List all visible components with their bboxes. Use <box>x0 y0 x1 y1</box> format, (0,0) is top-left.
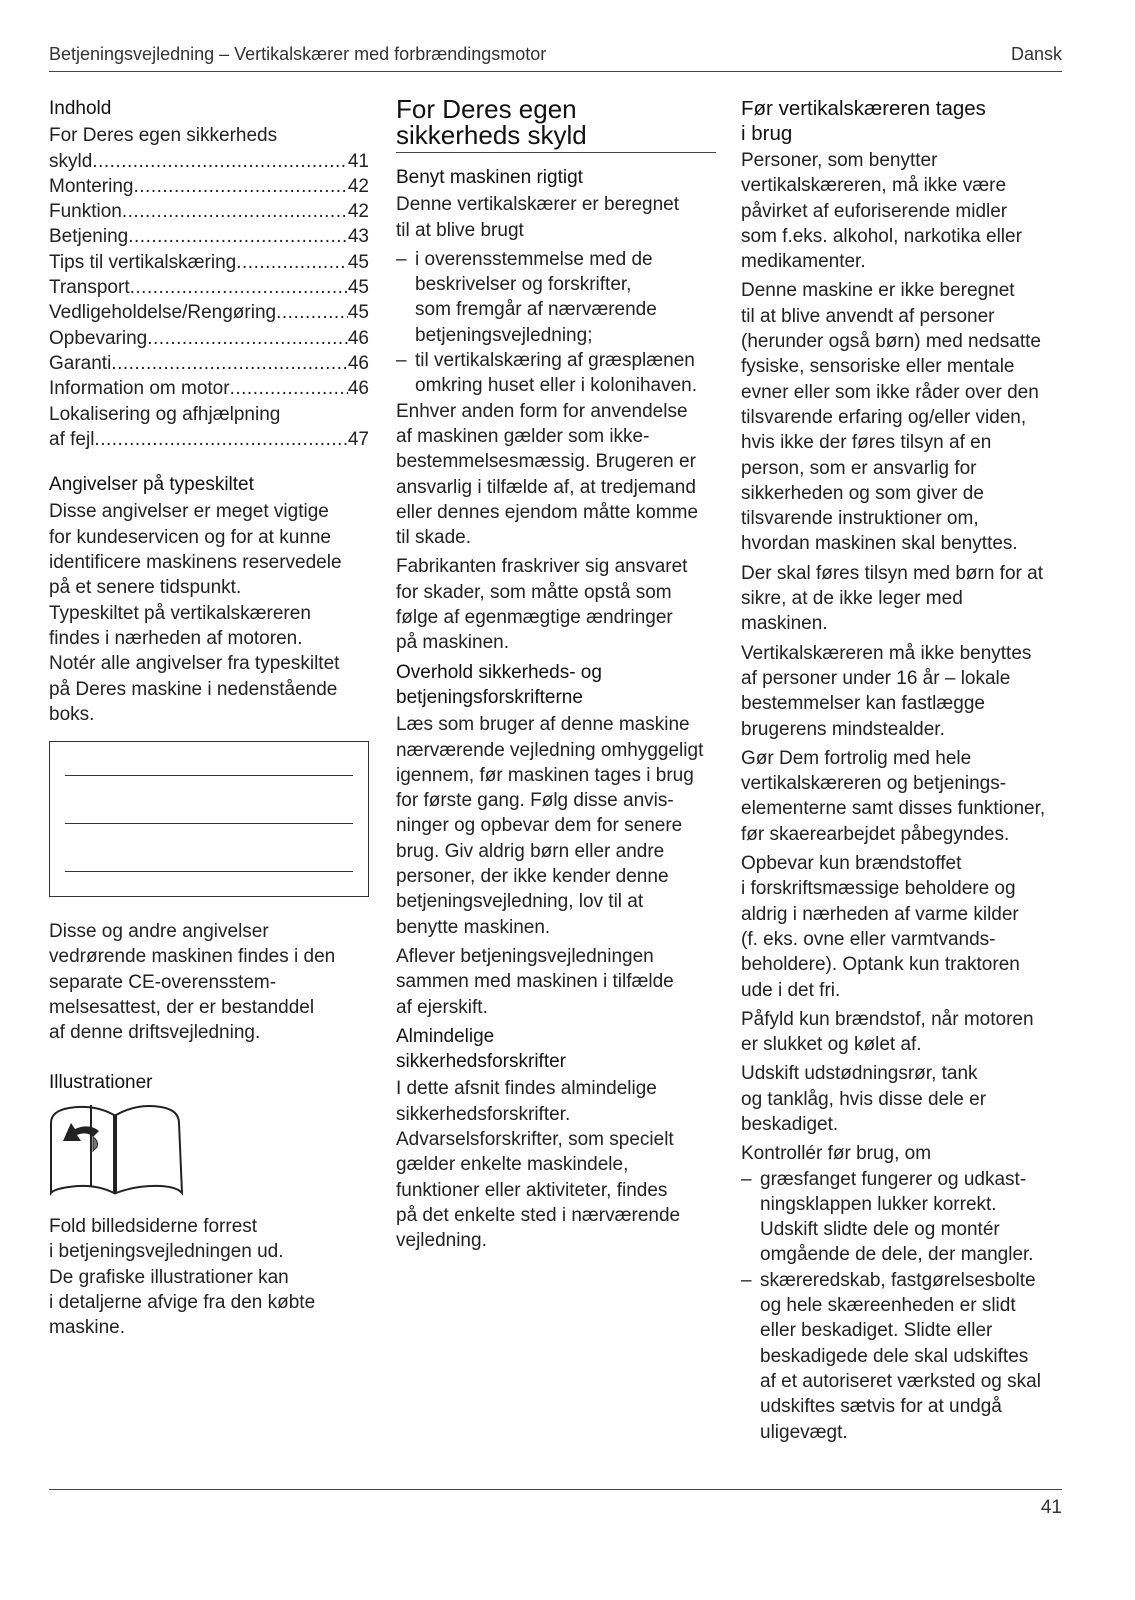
toc-entry-page: 46 <box>347 327 369 349</box>
column-2 <box>396 96 716 1257</box>
toc-entry-page: 43 <box>347 226 369 248</box>
paragraph: Disse angivelser er meget vigtige for kundeservicen og for at kunne identificere maskinens reservedele på et senere tidspunkt. Typeskiltet på vertikalskæreren findes i nærheden af motoren. Notér alle angivelser fra typeskiltet på Deres maskine i nedenstående boks. <box>49 501 342 725</box>
toc-entry[interactable] <box>49 250 369 275</box>
toc-entry[interactable] <box>49 376 369 401</box>
paragraph: Fabrikanten fraskriver sig ansvaret for skader, som måtte opstå som følge af egenmægtige ændringer på maskinen. <box>396 556 688 654</box>
toc-entry-page: 47 <box>347 428 369 450</box>
paragraph: Aflever betjeningsvejledningen sammen med maskinen i tilfælde af ejerskift. <box>396 945 674 1018</box>
toc-leader-dots <box>236 250 348 275</box>
toc-entry-title: For Deres egen sikkerheds <box>49 125 278 147</box>
toc-leader-dots <box>111 351 348 376</box>
paragraph: Denne vertikalskærer er beregnet til at blive brugt <box>396 194 680 241</box>
toc-leader-dots <box>128 224 348 249</box>
column-1 <box>49 96 369 1344</box>
paragraph: Der skal føres tilsyn med børn for at sikre, at de ikke leger med maskinen. <box>741 562 1043 635</box>
section-heading: Benyt maskinen rigtigt <box>396 167 583 188</box>
toc-entry-page: 45 <box>347 251 369 273</box>
paragraph: Udskift udstødningsrør, tank og tanklåg, hvis disse dele er beskadiget. <box>741 1063 987 1135</box>
toc-entry[interactable] <box>49 351 369 376</box>
section-heading: Indhold <box>49 98 112 119</box>
toc-entry-title: af fejl <box>49 428 95 450</box>
toc-leader-dots <box>130 275 348 300</box>
paragraph: Vertikalskæreren må ikke benyttes af personer under 16 år – lokale bestemmelser kan fastlægge brugerens mindstealder. <box>741 642 1032 740</box>
toc-entry-page: 42 <box>347 175 369 197</box>
toc-leader-dots <box>134 174 348 199</box>
toc-leader-dots <box>230 376 348 401</box>
toc-entry-page: 45 <box>347 302 369 324</box>
section-heading: Illustrationer <box>49 1071 153 1093</box>
toc-entry[interactable] <box>49 123 369 148</box>
paragraph: Påfyld kun brændstof, når motoren er slukket og kølet af. <box>741 1008 1034 1056</box>
toc-entry-title: Betjening <box>49 226 129 248</box>
subsection-heading: Før vertikalskæreren tages i brug <box>741 97 986 145</box>
paragraph: Personer, som benytter vertikalskæreren, må ikke være påvirket af euforiserende midler som f.eks. alkohol, narkotika eller medikamenter. <box>741 150 1022 273</box>
paragraph: Kontrollér før brug, om <box>741 1143 932 1165</box>
toc-entry-page: 41 <box>347 150 369 172</box>
write-line <box>65 775 353 776</box>
toc-entry[interactable] <box>49 326 369 351</box>
toc-entry-title: skyld <box>49 150 93 172</box>
toc-entry[interactable] <box>49 174 369 199</box>
paragraph: I dette afsnit findes almindelige sikkerhedsforskrifter. Advarselsforskrifter, som specielt gælder enkelte maskindele, funktioner eller aktiviteter, findes på det enkelte sted i nærværende vejledning. <box>396 1078 681 1252</box>
toc-entry-title: Opbevaring <box>49 327 148 349</box>
toc-entry-title: Transport <box>49 277 130 299</box>
toc-entry[interactable] <box>49 300 369 325</box>
paragraph: Gør Dem fortrolig med hele vertikalskæreren og betjenings- elementerne samt disses funktioner, før skaerearbejdet påbegyndes. <box>741 747 1046 845</box>
toc-leader-dots <box>122 199 348 224</box>
toc-entry-title: Funktion <box>49 201 122 223</box>
toc-entry-title: Vedligeholdelse/Rengøring <box>49 302 277 324</box>
paragraph: Fold billedsiderne forrest i betjeningsvejledningen ud. De grafiske illustrationer kan i detaljerne afvige fra den købte maskine. <box>49 1215 316 1339</box>
list-item: – græsfanget fungerer og udkast- ningsklappen lukker korrekt. Udskift slidte dele og montér omgående de dele, der mangler. <box>741 1167 1061 1268</box>
toc-entry[interactable] <box>49 149 369 174</box>
paragraph: Opbevar kun brændstoffet i forskriftsmæssige beholdere og aldrig i nærheden af varme kilder (f. eks. ovne eller varmtvands- beholdere). Optank kun traktoren ude i det fri. <box>741 853 1020 1001</box>
toc-leader-dots <box>276 300 348 325</box>
toc-entry[interactable] <box>49 275 369 300</box>
page-header <box>49 44 1062 72</box>
toc-entry-title: Tips til vertikalskæring <box>49 251 237 273</box>
toc-entry-title: Lokalisering og afhjælpning <box>49 403 281 425</box>
toc-entry[interactable] <box>49 224 369 249</box>
fold-out-book-icon <box>49 1101 369 1202</box>
write-line <box>65 823 353 824</box>
toc-entry-title: Garanti <box>49 352 112 374</box>
toc-entry-title: Information om motor <box>49 378 230 400</box>
toc-entry[interactable] <box>49 402 369 427</box>
toc-entry-title: Montering <box>49 175 134 197</box>
type-plate-notes-box <box>49 741 369 897</box>
list-item: – skæreredskab, fastgørelsesbolte og hele skæreenheden er slidt eller beskadiget. Slidte eller beskadigede dele skal udskiftes af et autoriseret værksted og skal udskiftes sætvis for at undgå uligevægt. <box>741 1268 1061 1445</box>
paragraph: Læs som bruger af denne maskine nærværende vejledning omhyggeligt igennem, før maskinen tages i brug for første gang. Følg disse anvis- ninger og opbevar dem for senere brug. Giv aldrig børn eller andre personer, der ikke kender denne betjeningsvejledning, lov til at benytte maskinen. <box>396 714 704 938</box>
toc-entry[interactable] <box>49 199 369 224</box>
toc-leader-dots <box>92 149 348 174</box>
paragraph: Enhver anden form for anvendelse af maskinen gælder som ikke- bestemmelsesmæssig. Brugeren er ansvarlig i tilfælde af, at tredjemand eller dennes ejendom måtte komme til skade. <box>396 400 699 549</box>
toc-entry-page: 42 <box>347 201 369 223</box>
toc-entry[interactable] <box>49 427 369 452</box>
section-heading: Overhold sikkerheds- og betjeningsforskrifterne <box>396 661 602 708</box>
section-heading: Almindelige sikkerhedsforskrifter <box>396 1025 566 1073</box>
page-number: 41 <box>1040 1497 1062 1518</box>
write-line <box>65 871 353 872</box>
toc-leader-dots <box>94 427 347 452</box>
spacer <box>49 1050 369 1070</box>
spacer <box>49 452 369 472</box>
paragraph: Denne maskine er ikke beregnet til at blive anvendt af personer (herunder også børn) med nedsatte fysiske, sensoriske eller mentale evner eller som ikke råder over den tilsvarende erfaring og/eller viden, hvis ikke der føres tilsyn af en person, som er ansvarlig for sikkerheden og som giver de tilsvarende instruktioner om, hvordan maskinen skal benyttes. <box>741 280 1041 555</box>
section-heading: Angivelser på typeskiltet <box>49 474 254 496</box>
toc-leader-dots <box>147 326 348 351</box>
footer-divider <box>49 1489 1062 1490</box>
paragraph: Disse og andre angivelser vedrørende maskinen findes i den separate CE-overensstem- melsesattest, der er bestanddel af denne driftsvejledning. <box>49 921 336 1044</box>
page-section-title: For Deres egen sikkerheds skyld <box>396 96 716 153</box>
column-3 <box>741 96 1061 1445</box>
toc-entry-page: 46 <box>347 378 369 400</box>
table-of-contents <box>49 123 369 452</box>
toc-entry-page: 46 <box>347 352 369 374</box>
header-language: Dansk <box>1010 44 1062 64</box>
toc-entry-page: 45 <box>347 277 369 299</box>
list-item: – til vertikalskæring af græsplænen omkring huset eller i kolonihaven. <box>396 348 716 399</box>
list-item: – i overensstemmelse med de beskrivelser og forskrifter, som fremgår af nærværende betjeningsvejledning; <box>396 247 716 348</box>
header-title: Betjeningsvejledning – Vertikalskærer med forbrændingsmotor <box>49 44 547 64</box>
